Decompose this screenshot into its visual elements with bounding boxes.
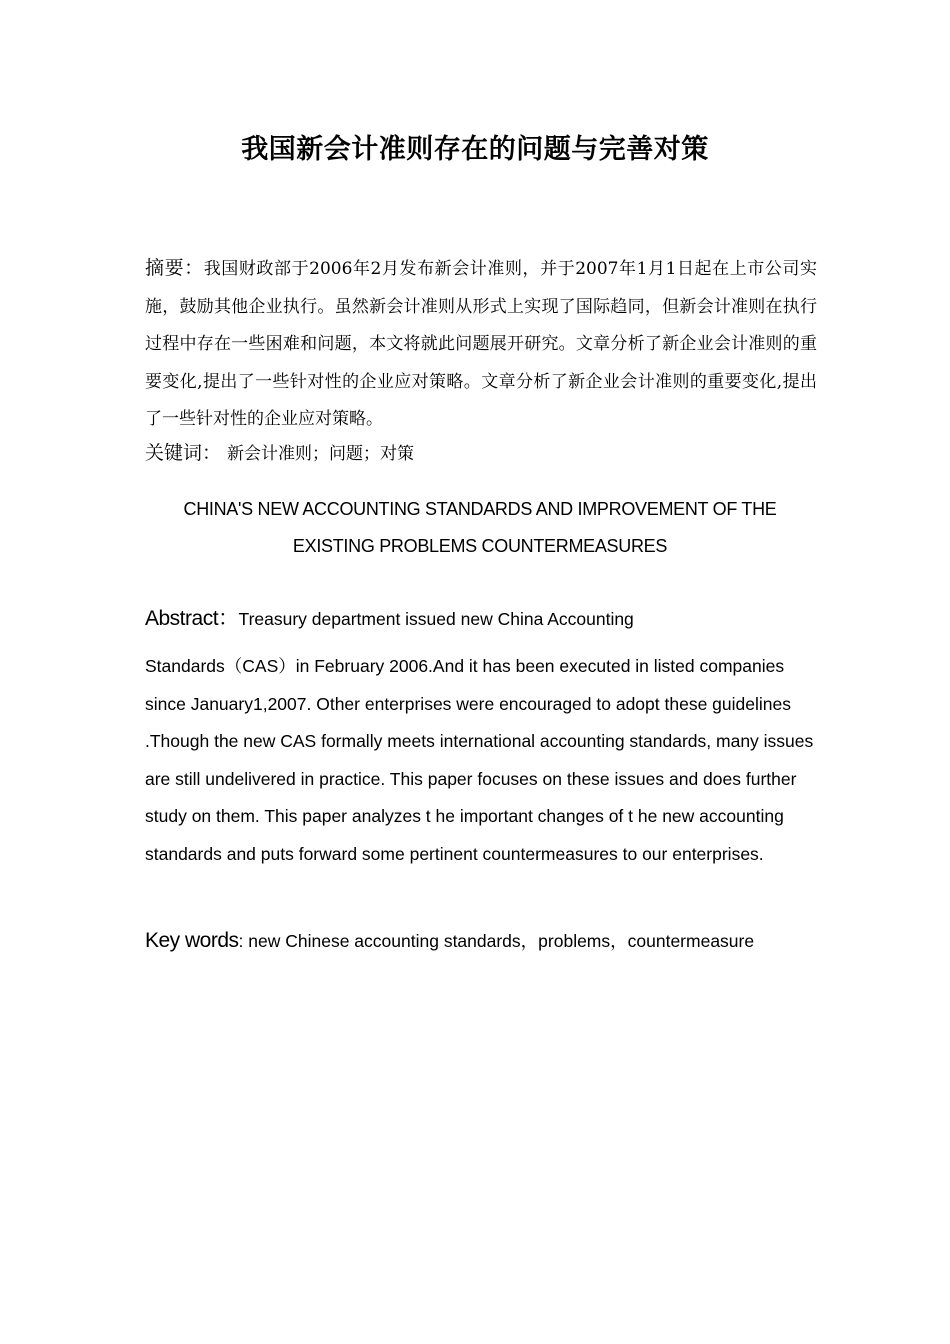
english-abstract-body: Standards（CAS）in February 2006.And it has been executed in listed companies since January1,2007. Other enterprises were encouraged to adopt these guidelines .Though the new CAS formally meets international accounting standards, many issues are still undelivered in practice. This paper focuses on these issues and does further study on them. This paper analyzes t he important changes of t he new accounting standards and puts forward some pertinent countermeasures to our enterprises. — [145, 656, 814, 864]
english-keywords-label: Key words — [145, 929, 239, 952]
english-title-line-2: EXISTING PROBLEMS COUNTERMEASURES — [292, 536, 668, 556]
chinese-abstract-label: 摘要： — [145, 257, 204, 279]
english-abstract-first-line: Treasury department issued new China Accounting — [238, 609, 634, 629]
chinese-keywords-label: 关键词： — [145, 442, 222, 464]
english-abstract-heading — [145, 600, 817, 638]
chinese-title: 我国新会计准则存在的问题与完善对策 — [241, 134, 709, 165]
chinese-abstract — [145, 250, 817, 439]
english-title — [120, 491, 840, 565]
chinese-keywords-text: 新会计准则；问题；对策 — [227, 444, 415, 464]
english-title-line-1: CHINA'S NEW ACCOUNTING STANDARDS AND IMPROVEMENT OF THE — [183, 499, 777, 519]
chinese-keywords — [145, 435, 817, 473]
english-keywords — [145, 922, 835, 960]
english-keywords-text: : new Chinese accounting standards，problems，countermeasure — [238, 931, 755, 951]
chinese-abstract-text: 我国财政部于2006年2月发布新会计准则，并于2007年1月1日起在上市公司实施，鼓励其他企业执行。虽然新会计准则从形式上实现了国际趋同，但新会计准则在执行过程中存在一些困难和问题，本文将就此问题展开研究。文章分析了新企业会计准则的重要变化,提出了一些针对性的企业应对策略。文章分析了新企业会计准则的重要变化,提出了一些针对性的企业应对策略。 — [145, 259, 817, 429]
english-abstract-label: Abstract： — [145, 607, 239, 630]
